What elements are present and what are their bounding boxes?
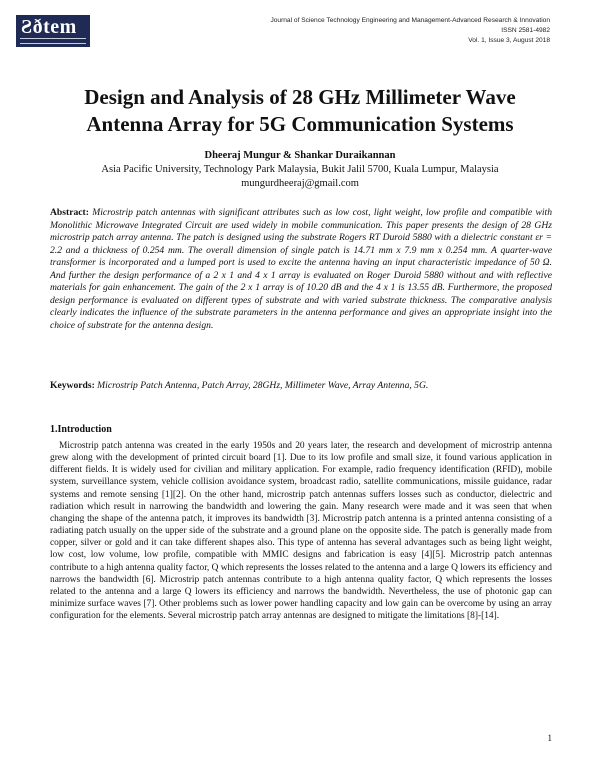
introduction-paragraph: Microstrip patch antenna was created in the early 1950s and 20 years later, the research and development of microstrip antenna grew along with the development of printed circuit board [1]. Due to its low profile and small size, it found various application in different fields. It is widely used for civilian and military application. For example, radio frequency identification (RFID), mobile system, surveillance system, vehicle collision avoidance system, broadcast radio, satellite communications, missile guidance, radar systems and remote sensing [1][2]. On the other hand, microstrip patch antennas suffers losses such as conductor, dielectric and radiation which result in narrowing the bandwidth and lowering the gain. Many research were made and it was seen that when changing the shape of the antenna patch, it improves its bandwidth [3]. Microstrip patch antenna is a printed antenna consisting of a radiating patch usually on the upper side of the substrate and a ground plane on the opposite side. The patch is generally made from copper, silver or gold and it can take different shapes also. This type of antenna has several advantages such as being light weight, low cost, low volume, low profile, compatible with MMIC designs and fabrication is easy [4][5]. Microstrip patch antennas contribute to a high antenna quality factor, Q which represents the losses related to the antenna and a large Q lowers its efficiency and narrows the bandwidth [6]. Microstrip patch antennas contribute to a high antenna quality factor, Q which represents the losses related to the antenna and a large Q lowers its efficiency and narrows the bandwidth. Nevertheless, the use of photonic gap can minimize surface waves [7]. Other problems such as lower power handling capacity and low gain can be overcome by using an array configuration for the elements. Several microstrip patch array antennas are designed to mitigate the limitations [8]-[14]. — [50, 441, 552, 622]
journal-name: Journal of Science Technology Engineering and Management-Advanced Research & Innovation — [270, 17, 550, 24]
abstract-label: Abstract: — [50, 207, 89, 218]
paper-title — [30, 84, 570, 138]
section-heading-introduction: 1.Introduction — [50, 424, 112, 435]
paper-title-line-2: Antenna Array for 5G Communication Systems — [86, 112, 514, 136]
journal-logo-underline — [20, 38, 86, 44]
page-number: 1 — [547, 733, 552, 743]
keywords — [50, 380, 552, 393]
author-email: mungurdheeraj@gmail.com — [241, 178, 359, 189]
journal-header — [270, 16, 550, 46]
keywords-label: Keywords: — [50, 380, 95, 391]
journal-logo — [16, 15, 90, 47]
abstract — [50, 207, 552, 332]
keywords-text: Microstrip Patch Antenna, Patch Array, 28GHz, Millimeter Wave, Array Antenna, 5G. — [97, 380, 429, 391]
abstract-text: Microstrip patch antennas with significant attributes such as low cost, light weight, low profile and compatible with Monolithic Microwave Integrated Circuit are used widely in mobile communication. This paper presents the design of 28 GHz microstrip patch array antenna. The patch is designed using the substrate Rogers RT Duroid 5880 with a dielectric constant εr = 2.2 and a thickness of 0.254 mm. The overall dimension of single patch is 14.71 mm x 7.9 mm x 0.254 mm. A quarter-wave transformer is incorporated and a lumped port is used to excite the antenna having an input characteristic impedance of 50 Ω. And further the design performance of a 2 x 1 and 4 x 1 array is evaluated on Roger Duroid 5880 without and with reflective materials for gain enhancement. The gain of the 2 x 1 array is of 10.20 dB and the 4 x 1 is 13.55 dB. Furthermore, the proposed design performance is evaluated on different types of substrate and with varied substrate thickness. The comparative analysis clearly indicates the influence of the substrate parameters in the antenna performance and gives an appropriate insight into the choice of substrate for the antenna design. — [50, 207, 553, 331]
paper-authors: Dheeraj Mungur & Shankar Duraikannan — [204, 150, 396, 161]
journal-volume: Vol. 1, Issue 3, August 2018 — [468, 37, 550, 44]
journal-logo-text: Ƨðtem — [21, 16, 77, 38]
journal-issn: ISSN 2581-4982 — [501, 27, 550, 34]
paper-title-line-1: Design and Analysis of 28 GHz Millimeter Wave — [84, 85, 516, 109]
paper-affiliation: Asia Pacific University, Technology Park Malaysia, Bukit Jalil 5700, Kuala Lumpur, Malaysia — [101, 164, 499, 175]
